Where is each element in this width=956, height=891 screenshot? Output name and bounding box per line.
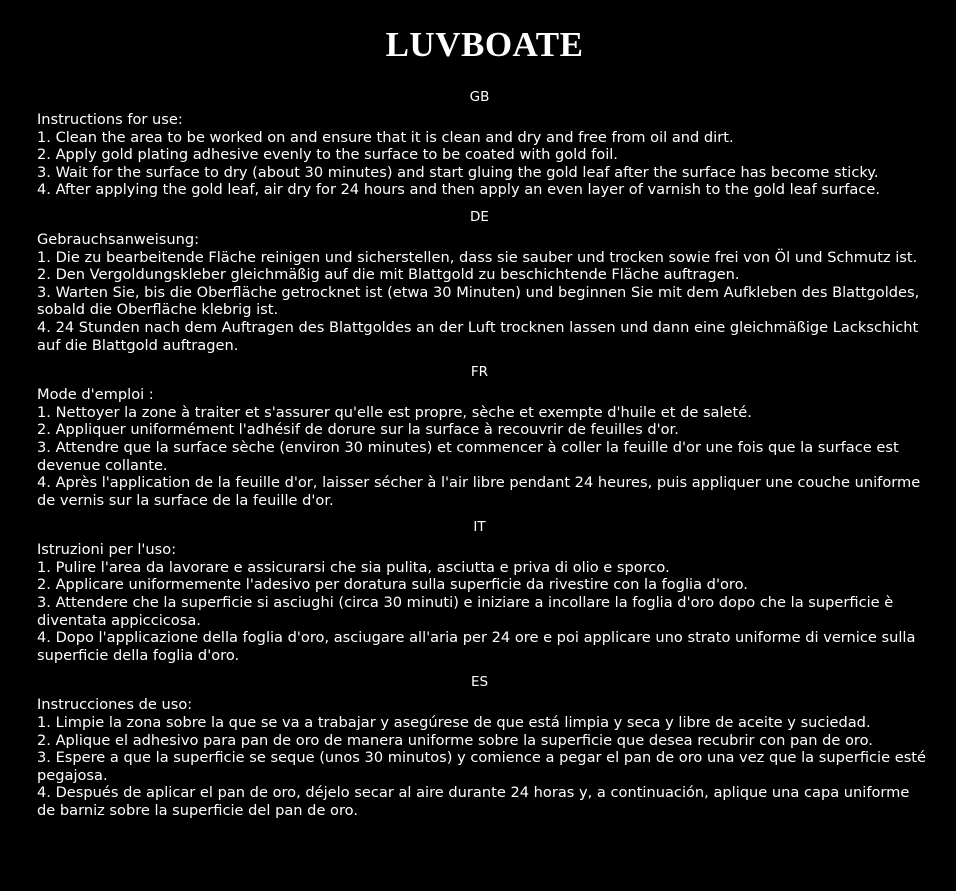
language-code: ES bbox=[470, 674, 489, 691]
step-4: 4. Après l'application de la feuille d'or, laisser sécher à l'air libre pendant 24 heures, puis appliquer une couche uniforme de vernis sur la surface de la feuille d'or. bbox=[37, 474, 921, 509]
step-2: 2. Aplique el adhesivo para pan de oro de manera uniforme sobre la superficie que desea recubrir con pan de oro. bbox=[37, 731, 873, 749]
step-4: 4. After applying the gold leaf, air dry for 24 hours and then apply an even layer of varnish to the gold leaf surface. bbox=[37, 181, 880, 199]
step-3: 3. Warten Sie, bis die Oberfläche getrocknet ist (etwa 30 Minuten) und beginnen Sie mit dem Aufkleben des Blattgoldes, sobald die Oberfläche klebrig ist. bbox=[37, 283, 920, 319]
step-1: 1. Clean the area to be worked on and ensure that it is clean and dry and free from oil and dirt. bbox=[37, 128, 734, 146]
language-code: FR bbox=[470, 364, 489, 381]
section-gb bbox=[37, 89, 932, 199]
step-3: 3. Attendere che la superficie si asciughi (circa 30 minuti) e iniziare a incollare la foglia d'oro dopo che la superficie è diventata appiccicosa. bbox=[37, 594, 894, 629]
section-heading: Gebrauchsanweisung: bbox=[37, 230, 200, 248]
section-es bbox=[37, 674, 932, 819]
language-code: GB bbox=[469, 89, 490, 105]
section-it bbox=[37, 519, 932, 664]
step-4: 4. 24 Stunden nach dem Auftragen des Blattgoldes an der Luft trocknen lassen und dann eine gleichmäßige Lackschicht auf die Blattgold auftragen. bbox=[37, 318, 919, 354]
step-3: 3. Espere a que la superficie se seque (unos 30 minutos) y comience a pegar el pan de oro una vez que la superficie esté pegajosa. bbox=[37, 749, 927, 784]
step-1: 1. Limpie la zona sobre la que se va a trabajar y asegúrese de que está limpia y seca y libre de aceite y suciedad. bbox=[37, 714, 871, 732]
step-3: 3. Wait for the surface to dry (about 30 minutes) and start gluing the gold leaf after the surface has become sticky. bbox=[37, 163, 879, 181]
brand-title: LUVBOATE bbox=[385, 25, 584, 64]
step-1: 1. Die zu bearbeitende Fläche reinigen und sicherstellen, dass sie sauber und trocken sowie frei von Öl und Schmutz ist. bbox=[37, 248, 918, 266]
step-1: 1. Nettoyer la zone à traiter et s'assurer qu'elle est propre, sèche et exempte d'huile et de saleté. bbox=[37, 403, 752, 421]
section-heading: Instrucciones de uso: bbox=[37, 696, 193, 714]
step-1: 1. Pulire l'area da lavorare e assicurarsi che sia pulita, asciutta e priva di olio e sporco. bbox=[37, 558, 670, 576]
section-fr bbox=[37, 364, 932, 509]
step-2: 2. Applicare uniformemente l'adesivo per doratura sulla superficie da rivestire con la foglia d'oro. bbox=[37, 576, 748, 594]
section-heading: Istruzioni per l'uso: bbox=[37, 541, 177, 559]
language-code: DE bbox=[470, 208, 489, 225]
language-code: IT bbox=[473, 519, 486, 536]
section-heading: Mode d'emploi : bbox=[37, 386, 154, 404]
section-heading: Instructions for use: bbox=[37, 111, 183, 128]
step-4: 4. Después de aplicar el pan de oro, déjelo secar al aire durante 24 horas y, a continuación, aplique una capa uniforme de barniz sobre la superficie del pan de oro. bbox=[37, 784, 910, 819]
step-2: 2. Apply gold plating adhesive evenly to the surface to be coated with gold foil. bbox=[37, 146, 618, 164]
step-2: 2. Den Vergoldungskleber gleichmäßig auf die mit Blattgold zu beschichtende Fläche auftragen. bbox=[37, 266, 740, 284]
section-de bbox=[37, 209, 932, 354]
step-3: 3. Attendre que la surface sèche (environ 30 minutes) et commencer à coller la feuille d'or une fois que la surface est devenue collante. bbox=[37, 438, 899, 474]
step-2: 2. Appliquer uniformément l'adhésif de dorure sur la surface à recouvrir de feuilles d'or. bbox=[37, 421, 679, 439]
step-4: 4. Dopo l'applicazione della foglia d'oro, asciugare all'aria per 24 ore e poi applicare uno strato uniforme di vernice sulla superficie della foglia d'oro. bbox=[37, 629, 916, 664]
